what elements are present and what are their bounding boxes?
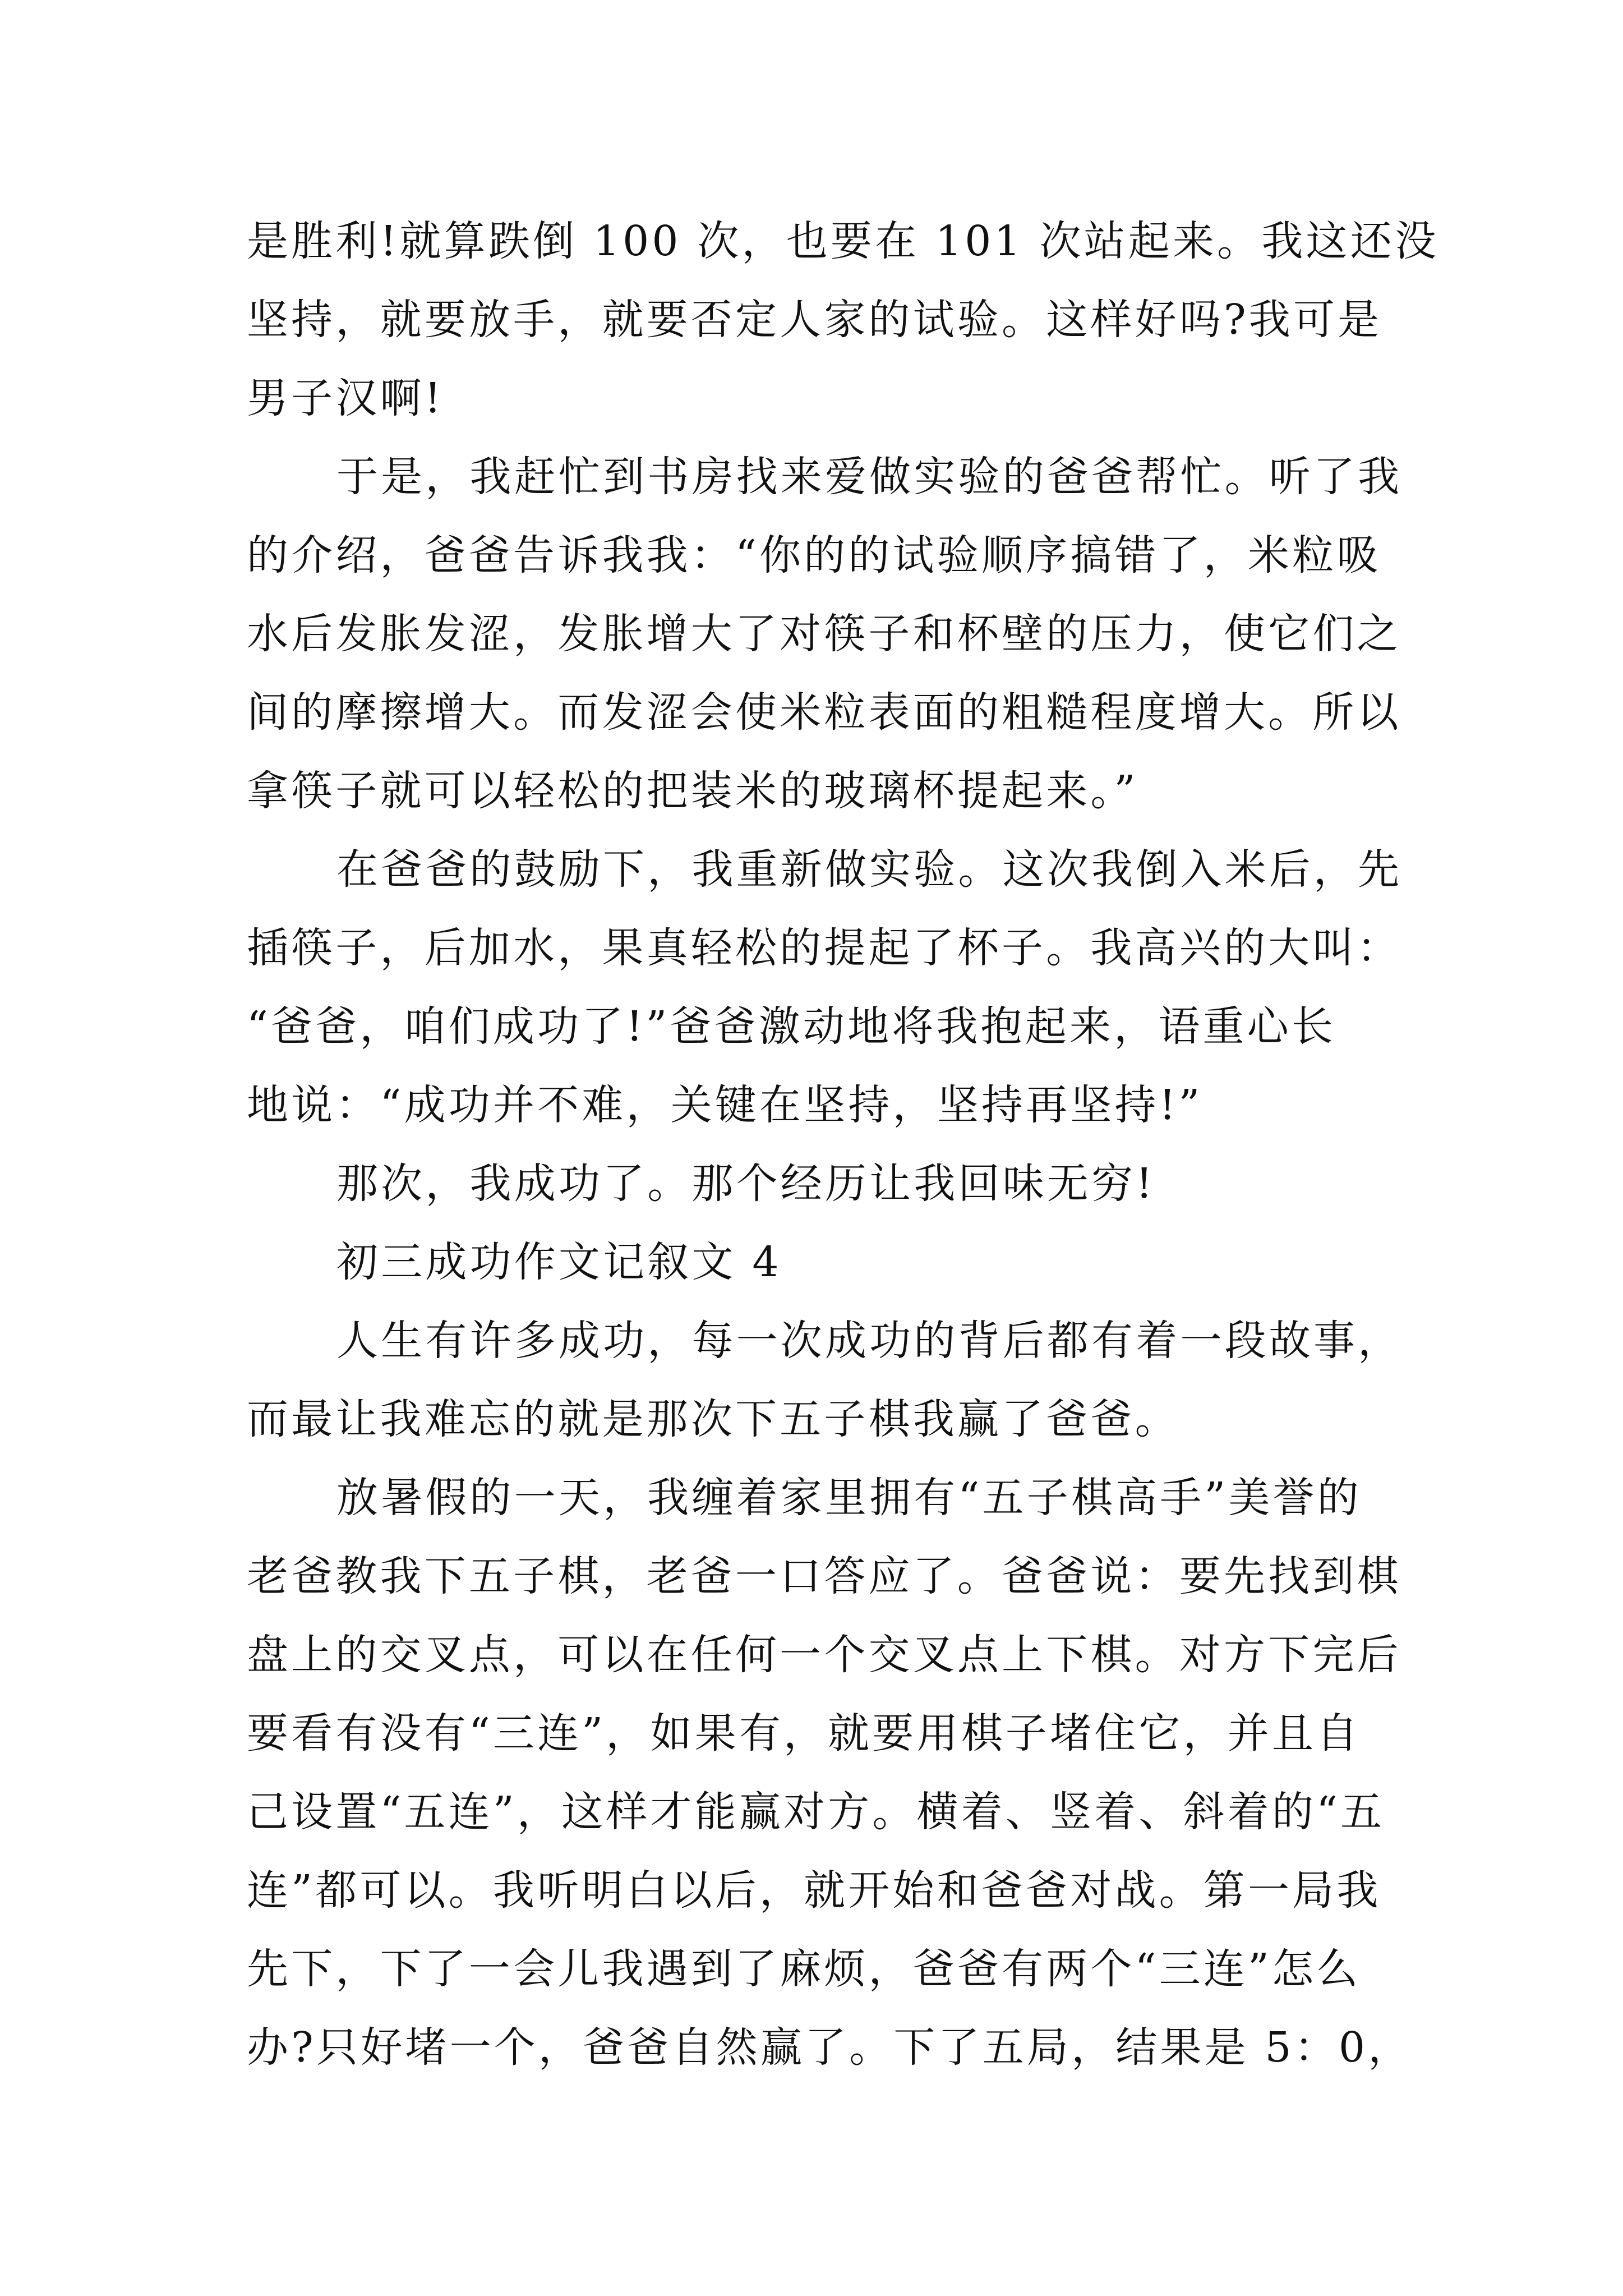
text-line: 坚持，就要放手，就要否定人家的试验。这样好吗?我可是 (247, 296, 1382, 344)
text-line: 水后发胀发涩，发胀增大了对筷子和杯壁的压力，使它们之 (247, 610, 1401, 658)
text-line: 男子汉啊! (247, 374, 444, 422)
paragraph-first-line: 放暑假的一天，我缠着家里拥有“五子棋高手”美誉的 (336, 1474, 1362, 1522)
text-line: 的介绍，爸爸告诉我我：“你的的试验顺序搞错了，米粒吸 (247, 531, 1381, 579)
text-line: 先下，下了一会儿我遇到了麻烦，爸爸有两个“三连”怎么 (247, 1945, 1361, 1993)
text-line: “爸爸，咱们成功了!”爸爸激动地将我抱起来，语重心长 (247, 1002, 1336, 1051)
text-line: 间的摩擦增大。而发涩会使米粒表面的粗糙程度增大。所以 (247, 688, 1401, 737)
text-line: 己设置“五连”，这样才能赢对方。横着、竖着、斜着的“五 (247, 1788, 1385, 1836)
paragraph-first-line: 人生有许多成功，每一次成功的背后都有着一段故事， (336, 1317, 1403, 1365)
text-line: 是胜利!就算跌倒 100 次，也要在 101 次站起来。我这还没 (247, 217, 1440, 265)
text-line: 插筷子，后加水，果真轻松的提起了杯子。我高兴的大叫： (247, 924, 1401, 972)
text-line: 办?只好堵一个，爸爸自然赢了。下了五局，结果是 5：0， (247, 2023, 1413, 2072)
text-line: 要看有没有“三连”，如果有，就要用棋子堵住它，并且自 (247, 1709, 1361, 1757)
text-line: 拿筷子就可以轻松的把装米的玻璃杯提起来。” (247, 767, 1138, 815)
section-heading: 初三成功作文记叙文 4 (336, 1238, 782, 1286)
text-line: 地说：“成功并不难，关键在坚持，坚持再坚持!” (247, 1081, 1203, 1129)
paragraph-first-line: 于是，我赶忙到书房找来爱做实验的爸爸帮忙。听了我 (336, 453, 1403, 501)
text-line: 老爸教我下五子棋，老爸一口答应了。爸爸说：要先找到棋 (247, 1552, 1401, 1600)
text-line: 连”都可以。我听明白以后，就开始和爸爸对战。第一局我 (247, 1866, 1381, 1915)
text-line: 盘上的交叉点，可以在任何一个交叉点上下棋。对方下完后 (247, 1631, 1401, 1679)
paragraph-first-line: 在爸爸的鼓励下，我重新做实验。这次我倒入米后，先 (336, 845, 1403, 894)
text-line: 而最让我难忘的就是那次下五子棋我赢了爸爸。 (247, 1395, 1179, 1443)
paragraph-first-line: 那次，我成功了。那个经历让我回味无穷! (336, 1159, 1156, 1208)
